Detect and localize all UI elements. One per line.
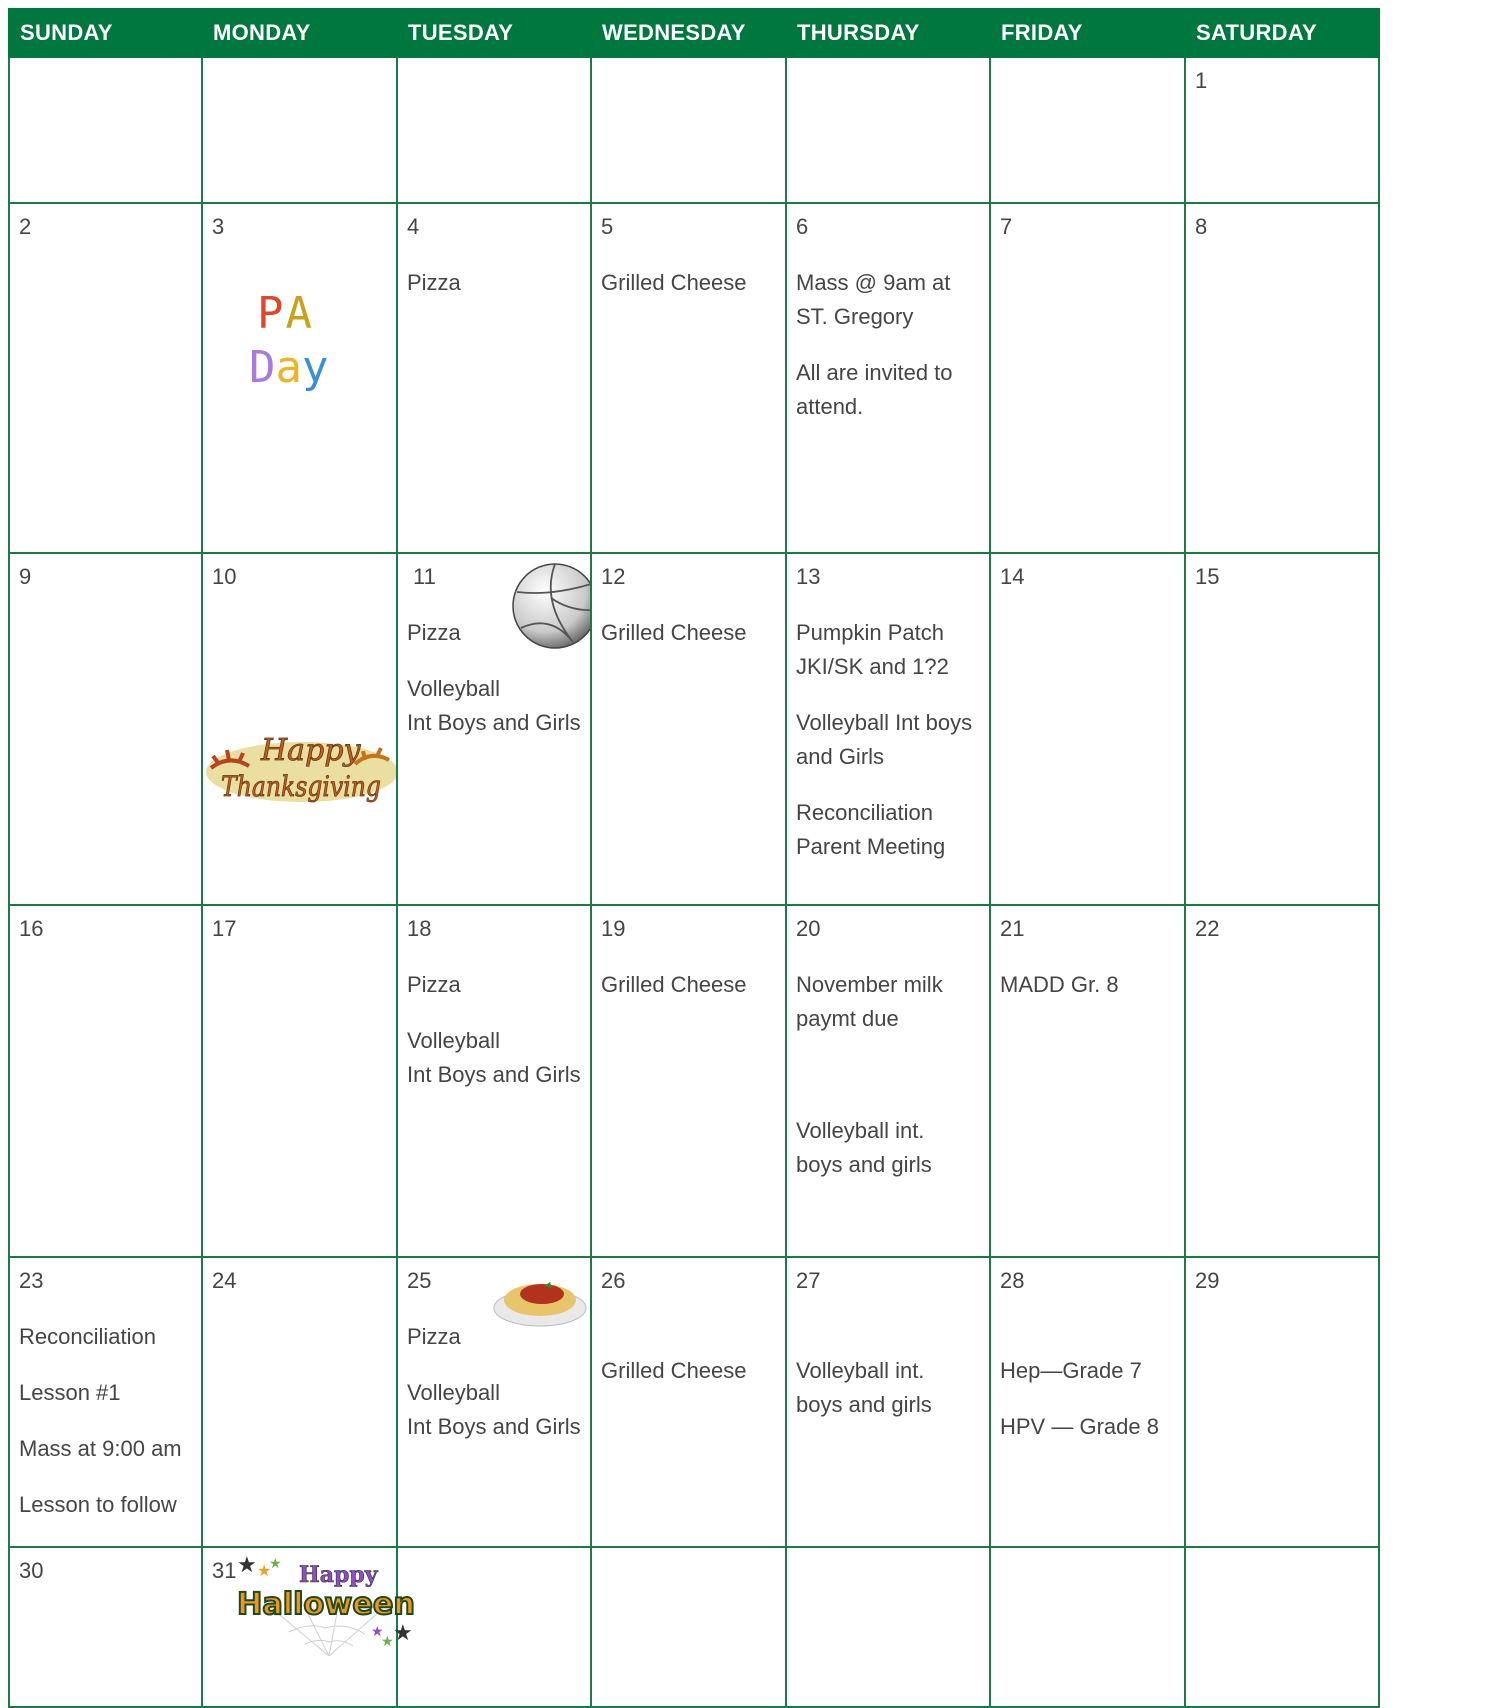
- pa-day-clipart: [249, 286, 359, 396]
- day-number: 23: [19, 1268, 44, 1293]
- day-cell[interactable]: [786, 57, 990, 203]
- day-cell[interactable]: [990, 905, 1185, 1257]
- volleyball-icon: [511, 562, 591, 650]
- day-number: 25: [407, 1268, 432, 1293]
- day-number: 21: [1000, 916, 1025, 941]
- pa-day-letter-p: P: [257, 288, 284, 339]
- day-number: 31: [212, 1558, 237, 1583]
- day-number: 4: [407, 214, 420, 239]
- day-cell[interactable]: [9, 553, 202, 905]
- day-cell[interactable]: [990, 1547, 1185, 1707]
- pa-day-letter-a: A: [285, 288, 312, 339]
- day-cell[interactable]: [786, 1257, 990, 1547]
- event-text: Int Boys and Girls: [407, 1062, 581, 1087]
- day-cell[interactable]: [990, 1257, 1185, 1547]
- day-cell[interactable]: [202, 553, 397, 905]
- event-text: Mass @ 9am at ST. Gregory: [796, 270, 951, 329]
- event-text: Int Boys and Girls: [407, 1414, 581, 1439]
- week-row: [9, 1547, 1379, 1707]
- day-number: 30: [19, 1558, 44, 1583]
- week-row: [9, 57, 1379, 203]
- day-cell[interactable]: [591, 1547, 786, 1707]
- week-row: [9, 905, 1379, 1257]
- event-text: Int Boys and Girls: [407, 710, 581, 735]
- day-number: [19, 64, 193, 98]
- day-cell[interactable]: [202, 905, 397, 1257]
- day-number: [1195, 1554, 1370, 1588]
- day-cell[interactable]: [990, 203, 1185, 553]
- day-cell[interactable]: [9, 203, 202, 553]
- day-number: 6: [796, 214, 809, 239]
- star-icon: ★: [393, 1620, 413, 1645]
- day-number: 22: [1195, 916, 1220, 941]
- day-cell[interactable]: [1185, 905, 1379, 1257]
- event-text: Reconciliation: [19, 1324, 156, 1349]
- day-cell[interactable]: [591, 553, 786, 905]
- day-number: 9: [19, 564, 32, 589]
- day-cell[interactable]: [397, 1547, 591, 1707]
- thanksgiving-clipart-line1: Happy: [261, 733, 361, 768]
- spaghetti-sauce: [520, 1284, 564, 1304]
- event-text: MADD Gr. 8: [1000, 972, 1119, 997]
- day-number: 5: [601, 214, 614, 239]
- weekday-monday: MONDAY: [202, 9, 397, 57]
- day-number: [601, 64, 777, 98]
- day-number: 27: [796, 1268, 821, 1293]
- day-number: 12: [601, 564, 626, 589]
- event-text: Volleyball: [407, 1028, 500, 1053]
- day-number: 19: [601, 916, 626, 941]
- event-text: November milk paymt due: [796, 972, 943, 1031]
- event-text: Volleyball int. boys and girls: [796, 1358, 932, 1417]
- event-text: Volleyball: [407, 676, 500, 701]
- pa-day-clipart-line2: [249, 342, 329, 393]
- day-cell[interactable]: [990, 553, 1185, 905]
- weekday-friday: FRIDAY: [990, 9, 1185, 57]
- thanksgiving-clipart: [205, 720, 397, 824]
- event-text: Mass at 9:00 am: [19, 1436, 182, 1461]
- event-text: Volleyball Int boys and Girls: [796, 710, 973, 769]
- day-number: [796, 64, 981, 98]
- event-text: Hep—Grade 7: [1000, 1358, 1142, 1383]
- event-text: Grilled Cheese: [601, 972, 747, 997]
- day-number: 1: [1195, 68, 1208, 93]
- star-icon: ★: [371, 1623, 384, 1639]
- day-number: 16: [19, 916, 44, 941]
- calendar-grid: [8, 8, 1380, 1708]
- pa-day-letter-a2: a: [275, 342, 302, 393]
- day-cell[interactable]: [202, 57, 397, 203]
- day-number: 29: [1195, 1268, 1220, 1293]
- day-cell[interactable]: [591, 1257, 786, 1547]
- event-text: Pizza: [407, 1324, 461, 1349]
- day-number: 3: [212, 214, 225, 239]
- week-row: [9, 1257, 1379, 1547]
- weekday-thursday: THURSDAY: [786, 9, 990, 57]
- event-text: Pizza: [407, 620, 461, 645]
- day-number: 2: [19, 214, 32, 239]
- week-row: [9, 553, 1379, 905]
- thanksgiving-clipart-line2: Thanksgiving: [221, 770, 381, 803]
- day-cell[interactable]: [9, 1547, 202, 1707]
- day-number: 10: [212, 564, 237, 589]
- day-number: 11: [413, 564, 436, 589]
- day-number: 15: [1195, 564, 1220, 589]
- event-text: Lesson to follow: [19, 1492, 177, 1517]
- day-cell[interactable]: [397, 57, 591, 203]
- day-cell[interactable]: [591, 57, 786, 203]
- day-number: [1000, 1554, 1176, 1588]
- day-number: [796, 1554, 981, 1588]
- event-text: Grilled Cheese: [601, 270, 747, 295]
- day-cell[interactable]: [786, 1547, 990, 1707]
- day-number: 8: [1195, 214, 1208, 239]
- weekday-header-row: [9, 9, 1379, 57]
- weekday-saturday: SATURDAY: [1185, 9, 1379, 57]
- event-text: Volleyball int. boys and girls: [796, 1118, 932, 1177]
- star-icon: ★: [269, 1555, 282, 1571]
- event-text: Volleyball: [407, 1380, 500, 1405]
- day-cell[interactable]: [397, 1257, 591, 1547]
- day-number: 7: [1000, 214, 1013, 239]
- day-cell[interactable]: [591, 905, 786, 1257]
- day-cell[interactable]: [397, 203, 591, 553]
- day-number: 28: [1000, 1268, 1025, 1293]
- day-cell[interactable]: [202, 1257, 397, 1547]
- event-text: All are invited to attend.: [796, 360, 953, 419]
- day-number: [407, 1554, 582, 1588]
- star-icon: ★: [237, 1552, 257, 1577]
- day-number: 17: [212, 916, 237, 941]
- event-text: Grilled Cheese: [601, 620, 747, 645]
- day-cell[interactable]: [397, 553, 591, 905]
- day-cell[interactable]: [591, 203, 786, 553]
- halloween-clipart-line2: Halloween: [237, 1587, 415, 1622]
- halloween-clipart: [229, 1552, 425, 1658]
- day-cell[interactable]: [1185, 203, 1379, 553]
- day-cell[interactable]: [1185, 553, 1379, 905]
- week-row: [9, 203, 1379, 553]
- day-cell[interactable]: [9, 1257, 202, 1547]
- day-number: [601, 1554, 777, 1588]
- day-number: [407, 64, 582, 98]
- event-text: Lesson #1: [19, 1380, 121, 1405]
- event-text: HPV — Grade 8: [1000, 1414, 1159, 1439]
- event-text: Pizza: [407, 270, 461, 295]
- day-cell[interactable]: [9, 905, 202, 1257]
- weekday-wednesday: WEDNESDAY: [591, 9, 786, 57]
- day-number: [212, 64, 388, 98]
- day-cell[interactable]: [786, 553, 990, 905]
- day-cell[interactable]: [9, 57, 202, 203]
- day-number: 20: [796, 916, 821, 941]
- day-number: 26: [601, 1268, 626, 1293]
- event-text: Reconciliation Parent Meeting: [796, 800, 946, 859]
- star-icon: ★: [381, 1633, 394, 1649]
- weekday-sunday: SUNDAY: [9, 9, 202, 57]
- day-cell[interactable]: [786, 203, 990, 553]
- day-number: 14: [1000, 564, 1025, 589]
- day-cell[interactable]: [1185, 1257, 1379, 1547]
- day-number: 18: [407, 916, 432, 941]
- weekday-tuesday: TUESDAY: [397, 9, 591, 57]
- star-icon: ★: [257, 1563, 272, 1580]
- spaghetti-icon: [492, 1270, 588, 1330]
- event-text: Pumpkin Patch JKI/SK and 1?2: [796, 620, 949, 679]
- pa-day-clipart-line1: [257, 288, 312, 339]
- day-cell[interactable]: [202, 203, 397, 553]
- day-cell[interactable]: [786, 905, 990, 1257]
- event-text: Grilled Cheese: [601, 1358, 747, 1383]
- day-number: 13: [796, 564, 821, 589]
- day-cell[interactable]: [990, 57, 1185, 203]
- pa-day-letter-d: D: [249, 342, 276, 393]
- halloween-clipart-line1: Happy: [299, 1562, 378, 1588]
- day-cell[interactable]: [202, 1547, 415, 1707]
- day-cell[interactable]: [397, 905, 591, 1257]
- event-text: Pizza: [407, 972, 461, 997]
- day-number: 24: [212, 1268, 237, 1293]
- pa-day-letter-y: y: [302, 342, 329, 393]
- day-cell[interactable]: [1185, 57, 1379, 203]
- day-number: [1000, 64, 1176, 98]
- day-cell[interactable]: [1185, 1547, 1379, 1707]
